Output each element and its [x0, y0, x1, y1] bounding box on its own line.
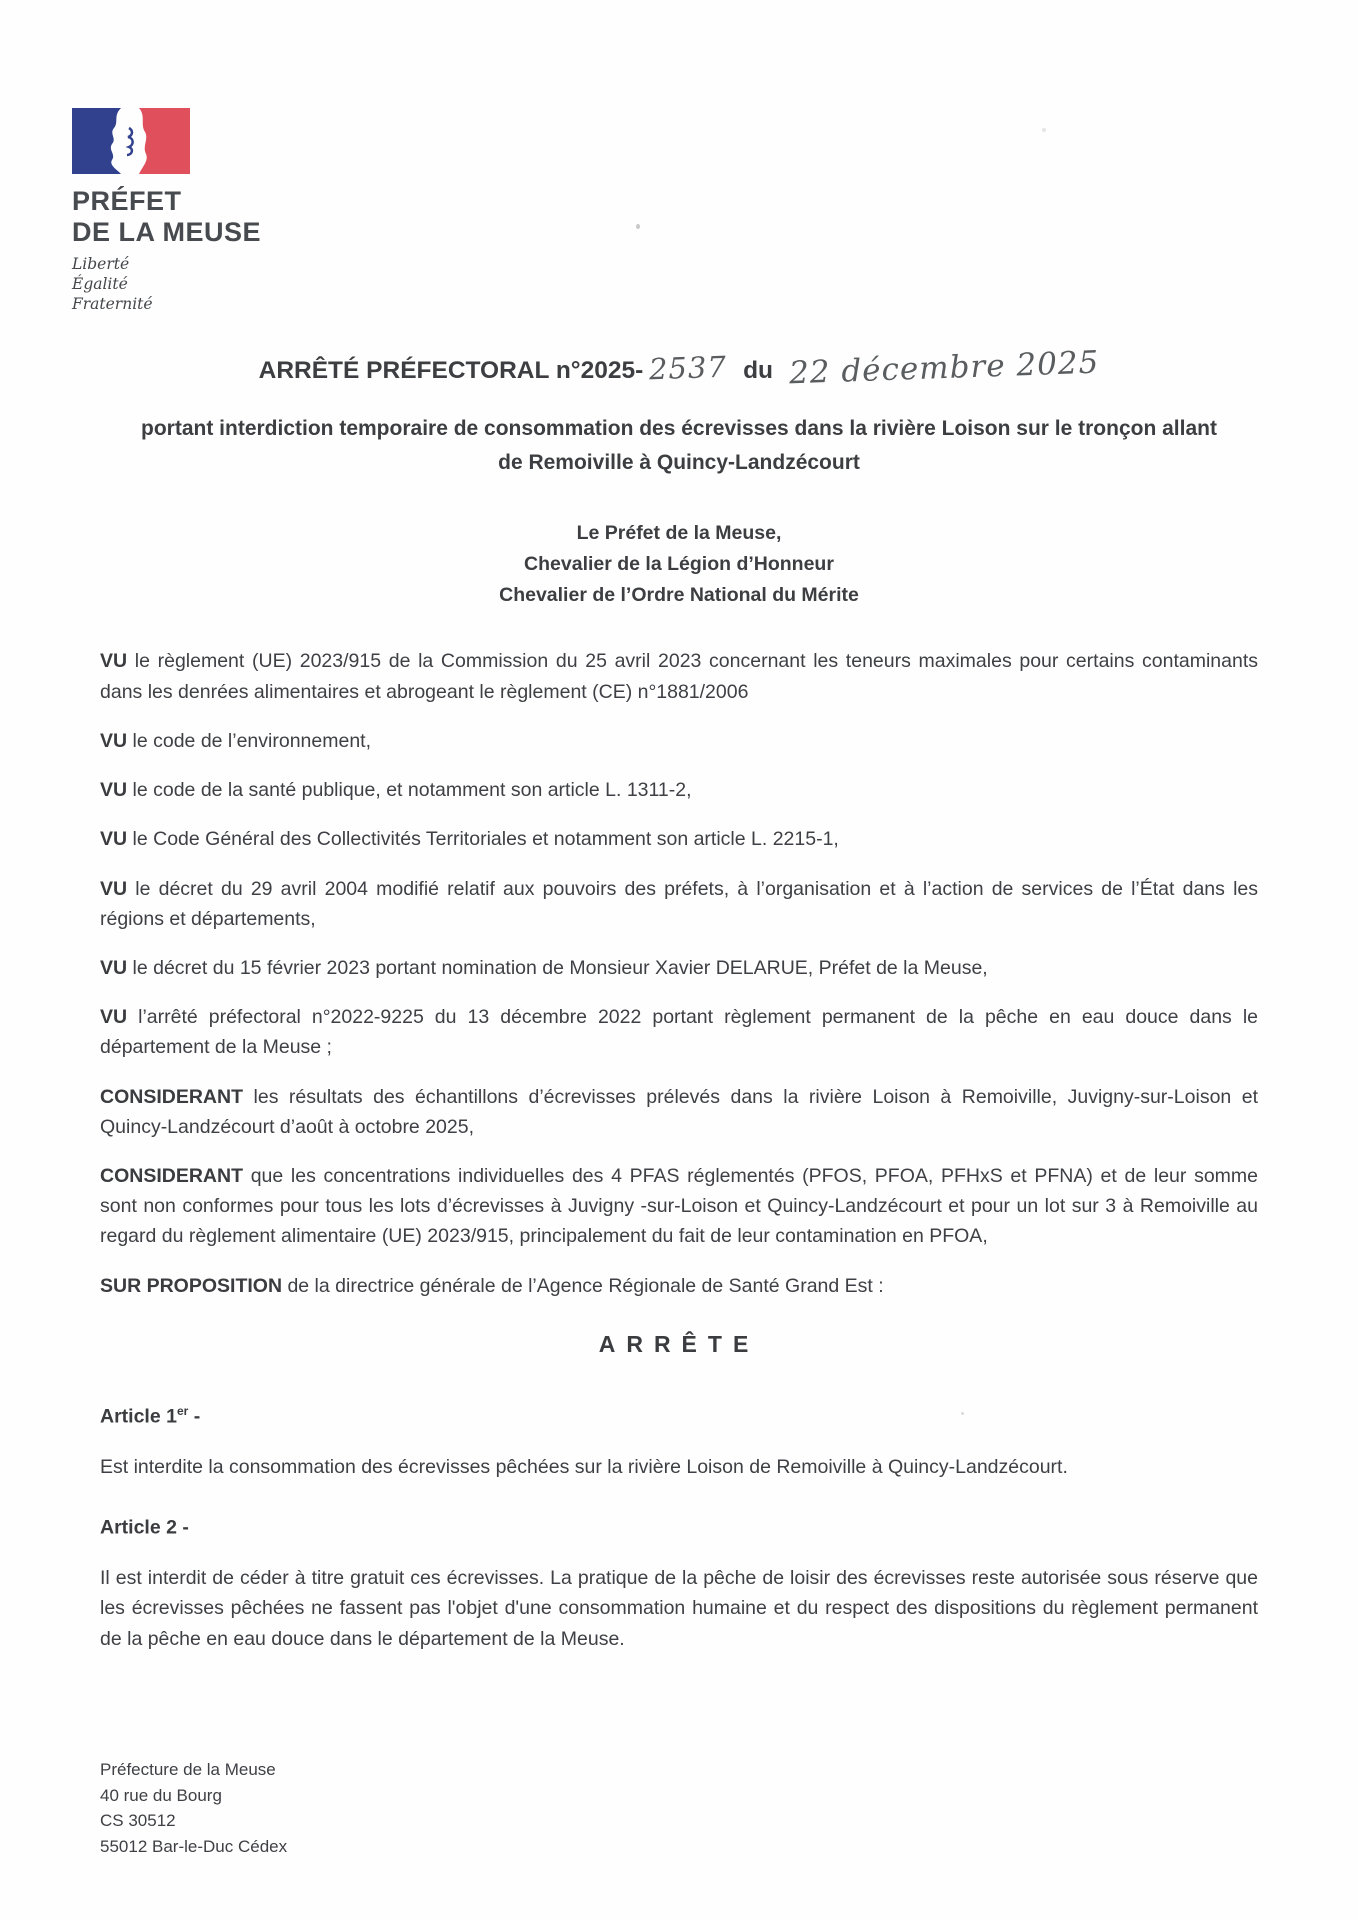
prefet-name-line2: DE LA MEUSE: [72, 216, 262, 247]
recital-vu-3: VU le code de la santé publique, et notamment son article L. 1311-2,: [100, 779, 692, 802]
article-2-heading: Article 2 -: [100, 1516, 189, 1539]
motto-liberte: Liberté: [72, 255, 130, 273]
address-line-4: 55012 Bar-le-Duc Cédex: [100, 1836, 288, 1856]
address-line-2: 40 rue du Bourg: [100, 1785, 222, 1805]
decree-title-du: du: [743, 357, 774, 384]
recital-sur-proposition: SUR PROPOSITION de la directrice générale de l’Agence Régionale de Santé Grand Est :: [100, 1274, 884, 1297]
authority-line-3: Chevalier de l’Ordre National du Mérite: [499, 583, 859, 606]
address-line-1: Préfecture de la Meuse: [100, 1760, 276, 1779]
recital-considerant-1: CONSIDERANT les résultats des échantillons d’écrevisses prélevés dans la rivière Loison à Remoiville, Juvigny-sur-Loison et Quincy-Landzécourt d’août à octobre 2025,: [100, 1085, 1259, 1138]
recital-considerant-2: CONSIDERANT que les concentrations individuelles des 4 PFAS réglementés (PFOS, PFOA, PFHxS et PFNA) et de leur somme sont non conformes pour tous les lots d’écrevisses à Juvigny -sur-Loison et Quincy-Landzécourt et pour un lot sur 3 à Remoiville au regard du règlement alimentaire (UE) 2023/915, principalement du fait de leur contamination en PFOA,: [100, 1165, 1259, 1248]
motto-egalite: Égalité: [72, 274, 128, 293]
republic-motto: [72, 255, 261, 314]
document-body: [100, 344, 1259, 1686]
recital-vu-2: VU le code de l’environnement,: [100, 729, 372, 752]
prefecture-address: [100, 1757, 287, 1859]
arrete-heading: ARRÊTE: [598, 1330, 760, 1357]
decree-date-handwritten: 22 décembre 2025: [788, 344, 1100, 392]
scan-speck: [636, 224, 640, 229]
recitals-section: [100, 646, 1258, 1301]
decree-number-handwritten: 2537: [648, 349, 728, 387]
article-1-heading: Article 1er -: [100, 1403, 201, 1428]
decree-subtitle: portant interdiction temporaire de consommation des écrevisses dans la rivière Loison sur le tronçon allant de Remoiville à Quincy-Landzécourt: [141, 417, 1217, 475]
recital-vu-7: VU l’arrêté préfectoral n°2022-9225 du 13 décembre 2022 portant règlement permanent de la pêche en eau douce dans le département de la Meuse ;: [100, 1006, 1259, 1059]
recital-vu-4: VU le Code Général des Collectivités Territoriales et notamment son article L. 2215-1,: [100, 828, 839, 851]
authority-line-1: Le Préfet de la Meuse,: [576, 522, 782, 545]
recital-vu-1: VU le règlement (UE) 2023/915 de la Commission du 25 avril 2023 concernant les teneurs maximales pour certains contaminants dans les denrées alimentaires et abrogeant le règlement (CE) n°1881/2006: [100, 650, 1258, 703]
article-1-body: Est interdite la consommation des écrevisses pêchées sur la rivière Loison de Remoiville à Quincy-Landzécourt.: [100, 1456, 1068, 1479]
prefecture-logo: [72, 108, 261, 314]
recital-vu-5: VU le décret du 29 avril 2004 modifié relatif aux pouvoirs des préfets, à l’organisation et à l’action de services de l’État dans les régions et départements,: [100, 877, 1258, 930]
scan-speck: [1042, 128, 1046, 132]
french-flag-emblem: [72, 108, 190, 174]
prefet-name: [72, 186, 261, 247]
decree-title-prefix: ARRÊTÉ PRÉFECTORAL n°2025-: [258, 357, 644, 384]
motto-fraternite: Fraternité: [72, 294, 153, 313]
address-line-3: CS 30512: [100, 1811, 176, 1830]
articles-section: [100, 1404, 1258, 1654]
article-2-body: Il est interdit de céder à titre gratuit ces écrevisses. La pratique de la pêche de loisir des écrevisses reste autorisée sous réserve que les écrevisses pêchées ne fassent pas l'objet d'une consommation humaine et du respect des dispositions du règlement permanent de la pêche en eau douce dans le département de la Meuse.: [100, 1567, 1258, 1650]
scan-speck: [961, 1412, 964, 1415]
decree-title: [100, 344, 1258, 392]
prefet-name-line1: PRÉFET: [72, 186, 182, 216]
recital-vu-6: VU le décret du 15 février 2023 portant nomination de Monsieur Xavier DELARUE, Préfet de la Meuse,: [100, 956, 988, 979]
issuing-authority: [100, 518, 1258, 610]
authority-line-2: Chevalier de la Légion d’Honneur: [524, 552, 834, 575]
